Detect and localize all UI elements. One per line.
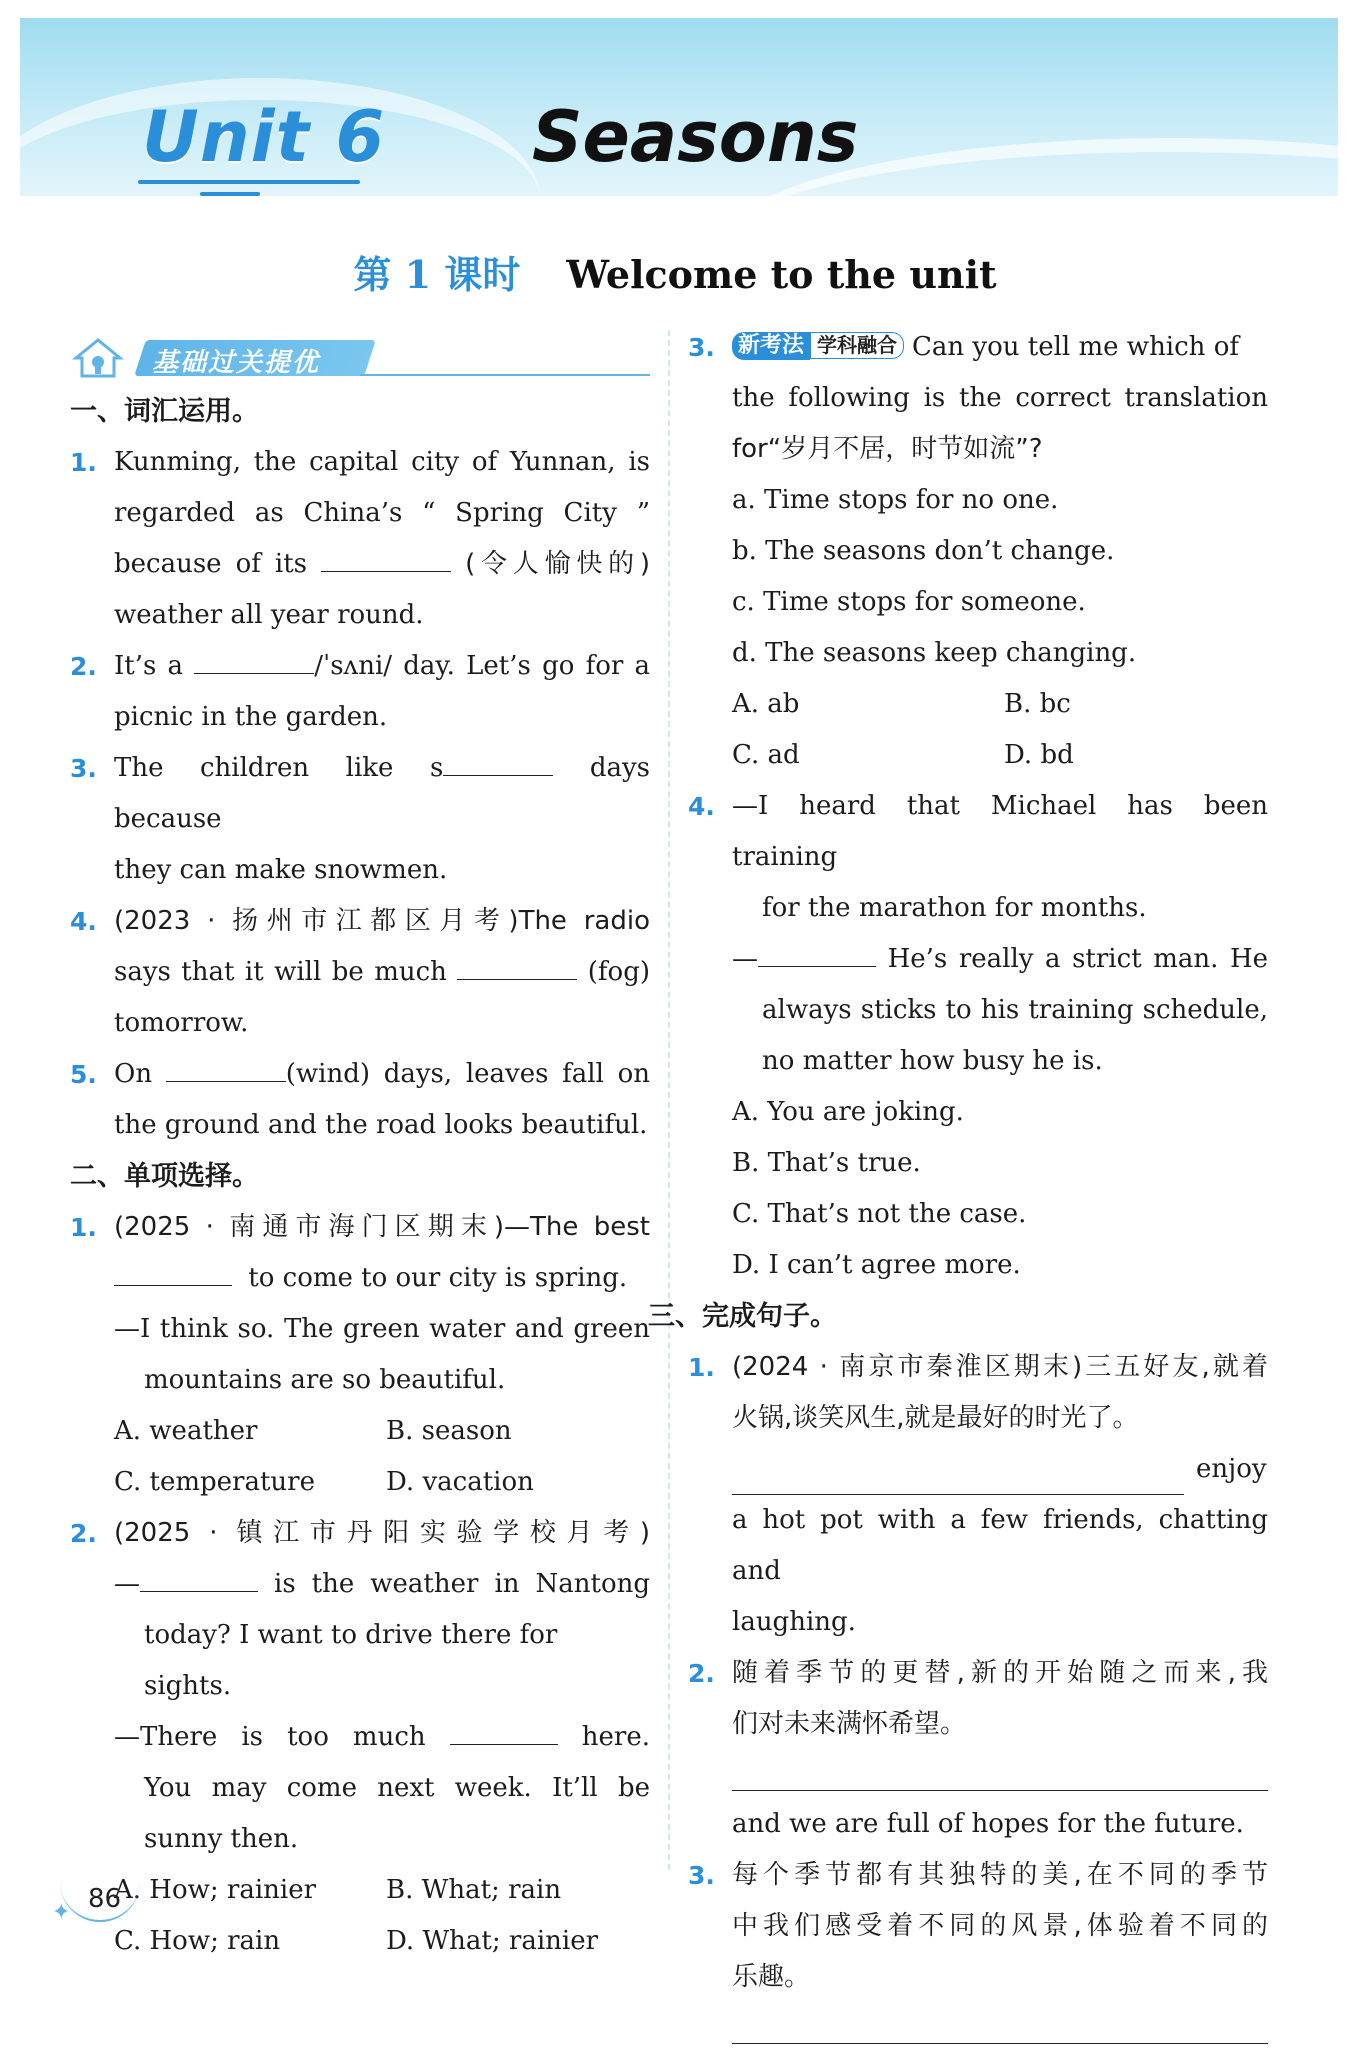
question-line: no matter how busy he is. [762, 1046, 1103, 1076]
page-number: 86 [88, 1884, 122, 1914]
question-line: (2025 · 南通市海门区期末)—The best [114, 1212, 650, 1242]
unit-underline [200, 192, 260, 196]
option-d[interactable]: D. What; rainier [386, 1926, 599, 1956]
option-c[interactable]: C. ad [732, 740, 800, 770]
option-d[interactable]: D. bd [1004, 740, 1074, 770]
question-text: (fog) [587, 957, 650, 987]
answer-blank[interactable] [758, 934, 876, 967]
question-line [114, 743, 650, 845]
statement-a: a. Time stops for no one. [732, 485, 1059, 515]
lesson-number: 第 1 课时 [353, 252, 521, 297]
question-line: (2024 · 南京市秦淮区期末)三五好友,就着 [732, 1352, 1268, 1382]
question-number: 1. [70, 448, 97, 477]
new-method-tag: 新考法 [732, 332, 810, 360]
question-text: enjoy [1196, 1454, 1267, 1484]
answer-line[interactable] [732, 2003, 1268, 2044]
question [688, 1342, 1268, 1648]
question [688, 322, 1268, 781]
question-text: days because [114, 753, 651, 834]
question-line: 随着季节的更替,新的开始随之而来,我 [732, 1658, 1268, 1688]
question-line [114, 1712, 650, 1763]
question-line: 每个季节都有其独特的美,在不同的季节 [732, 1860, 1268, 1890]
lesson-title [0, 244, 1350, 299]
question-line: You may come next week. It’ll be [144, 1773, 650, 1803]
question-line [114, 1049, 650, 1100]
question-line: for the marathon for months. [762, 893, 1147, 923]
answer-blank[interactable] [166, 1049, 286, 1082]
question-number: 4. [688, 792, 715, 821]
answer-line[interactable] [732, 1750, 1268, 1791]
question-line: —I think so. The green water and green [114, 1314, 650, 1344]
section-heading: 二、单项选择。 [70, 1161, 259, 1192]
badge-line [360, 374, 650, 376]
question-line: 中我们感受着不同的风景,体验着不同的 [732, 1911, 1268, 1941]
question [70, 743, 650, 896]
answer-blank[interactable] [457, 947, 577, 980]
question-text: (令人愉快的) [465, 549, 651, 579]
unit-title: Unit 6 [142, 96, 386, 178]
question-text: It’s a [114, 651, 184, 681]
question-line: picnic in the garden. [114, 702, 388, 732]
question-line: a hot pot with a few friends, chatting and [732, 1505, 1268, 1586]
option-b[interactable]: B. That’s true. [732, 1148, 921, 1178]
question-number: 3. [688, 333, 715, 362]
question-text: The children like s [114, 753, 444, 783]
question-line: the ground and the road looks beautiful. [114, 1110, 648, 1140]
question-line: (2023 · 扬州市江都区月考)The radio [114, 906, 650, 936]
question-line [114, 1559, 650, 1610]
question-number: 3. [688, 1861, 715, 1890]
question-line: mountains are so beautiful. [144, 1365, 506, 1395]
question-line: today? I want to drive there for sights. [144, 1620, 558, 1701]
question-line: the following is the correct translation [732, 383, 1268, 413]
question-line: laughing. [732, 1607, 856, 1637]
question-line: sunny then. [144, 1824, 299, 1854]
question-line: regarded as China’s “ Spring City ” [114, 498, 650, 528]
answer-blank[interactable] [443, 743, 553, 776]
question [70, 1508, 650, 1967]
option-a[interactable]: A. weather [114, 1416, 258, 1446]
answer-blank[interactable] [140, 1559, 258, 1592]
question [70, 1049, 650, 1151]
question-line [732, 934, 1268, 985]
question [688, 1648, 1268, 1850]
question-line [114, 947, 650, 998]
option-c[interactable]: C. temperature [114, 1467, 315, 1497]
question-text: because of its [114, 549, 308, 579]
question-line: 们对未来满怀希望。 [732, 1709, 967, 1739]
option-d[interactable]: D. I can’t agree more. [732, 1250, 1021, 1280]
question [70, 896, 650, 1049]
option-a[interactable]: A. You are joking. [732, 1097, 964, 1127]
question-text: He’s really a strict man. He [887, 944, 1268, 974]
options-row [114, 1406, 650, 1457]
answer-blank[interactable] [194, 641, 314, 674]
question-text: /ˈsʌni/ day. Let’s go for a [314, 651, 651, 681]
options-row [732, 730, 1268, 781]
unit-name: Seasons [532, 96, 859, 178]
answer-blank[interactable] [114, 1253, 232, 1286]
question-number: 3. [70, 754, 97, 783]
question [70, 641, 650, 743]
question-line: (2025 · 镇江市丹阳实验学校月考) [114, 1518, 650, 1548]
lesson-name: Welcome to the unit [566, 252, 997, 297]
question-number: 2. [688, 1659, 715, 1688]
question-line: they can make snowmen. [114, 855, 448, 885]
question-line: Kunming, the capital city of Yunnan, is [114, 447, 650, 477]
question-number: 1. [70, 1213, 97, 1242]
question-number: 2. [70, 1519, 97, 1548]
question-number: 5. [70, 1060, 97, 1089]
option-c[interactable]: C. That’s not the case. [732, 1199, 1027, 1229]
question-line: always sticks to his training schedule, [762, 995, 1268, 1025]
star-icon: ✦ [52, 1900, 71, 1925]
question-text: to come to our city is spring. [248, 1263, 628, 1293]
subject-tag: 学科融合 [810, 332, 904, 359]
options-row [114, 1865, 650, 1916]
options-row [114, 1457, 650, 1508]
section-badge [70, 330, 650, 382]
house-icon [72, 336, 124, 380]
question-line [732, 1444, 1268, 1495]
badge-label: 基础过关提优 [152, 348, 321, 378]
option-c[interactable]: C. How; rain [114, 1926, 281, 1956]
answer-blank[interactable] [450, 1712, 558, 1745]
question-text: is the weather in Nantong [274, 1569, 650, 1599]
statement-b: b. The seasons don’t change. [732, 536, 1115, 566]
column-divider [668, 330, 670, 1870]
question [70, 437, 650, 641]
question-text: (wind) days, leaves fall on [285, 1059, 650, 1089]
question-text: Can you tell me which of [912, 332, 1239, 362]
question-line: and we are full of hopes for the future. [732, 1809, 1244, 1839]
question [688, 1850, 1268, 2044]
question-line [114, 539, 650, 590]
section-heading: 一、词汇运用。 [70, 396, 259, 427]
question-text: —There is too much [114, 1722, 426, 1752]
question-text: says that it will be much [114, 957, 447, 987]
options-row [114, 1916, 650, 1967]
question-line: 乐趣。 [732, 1962, 811, 1992]
question-line: 火锅,谈笑风生,就是最好的时光了。 [732, 1403, 1139, 1433]
question-line [114, 641, 650, 692]
question-text: — [732, 944, 758, 974]
question-line [114, 1253, 650, 1304]
question [70, 1202, 650, 1508]
answer-blank[interactable] [732, 1462, 1184, 1495]
option-b[interactable]: B. bc [1004, 689, 1071, 719]
option-b[interactable]: B. season [386, 1416, 512, 1446]
statement-c: c. Time stops for someone. [732, 587, 1086, 617]
option-b[interactable]: B. What; rain [386, 1875, 562, 1905]
question-line: —I heard that Michael has been training [732, 791, 1268, 872]
left-column [70, 330, 650, 1967]
section-heading: 三、完成句子。 [648, 1301, 837, 1332]
question-line: for“岁月不居，时节如流”? [732, 434, 1043, 464]
unit-underline [138, 180, 360, 184]
question-line: weather all year round. [114, 600, 424, 630]
answer-blank[interactable] [321, 539, 451, 572]
option-d[interactable]: D. vacation [386, 1467, 534, 1497]
options-row [732, 679, 1268, 730]
question-text: here. [581, 1722, 651, 1752]
question-line: tomorrow. [114, 1008, 249, 1038]
option-a[interactable]: A. How; rainier [114, 1875, 317, 1905]
right-column [648, 322, 1268, 2052]
question-number: 4. [70, 907, 97, 936]
question-text: On [114, 1059, 153, 1089]
option-a[interactable]: A. ab [732, 689, 800, 719]
question [688, 781, 1268, 1291]
question-number: 2. [70, 652, 97, 681]
statement-d: d. The seasons keep changing. [732, 638, 1137, 668]
question-number: 1. [688, 1353, 715, 1382]
question-text: — [114, 1569, 140, 1599]
question-line [732, 322, 1268, 373]
